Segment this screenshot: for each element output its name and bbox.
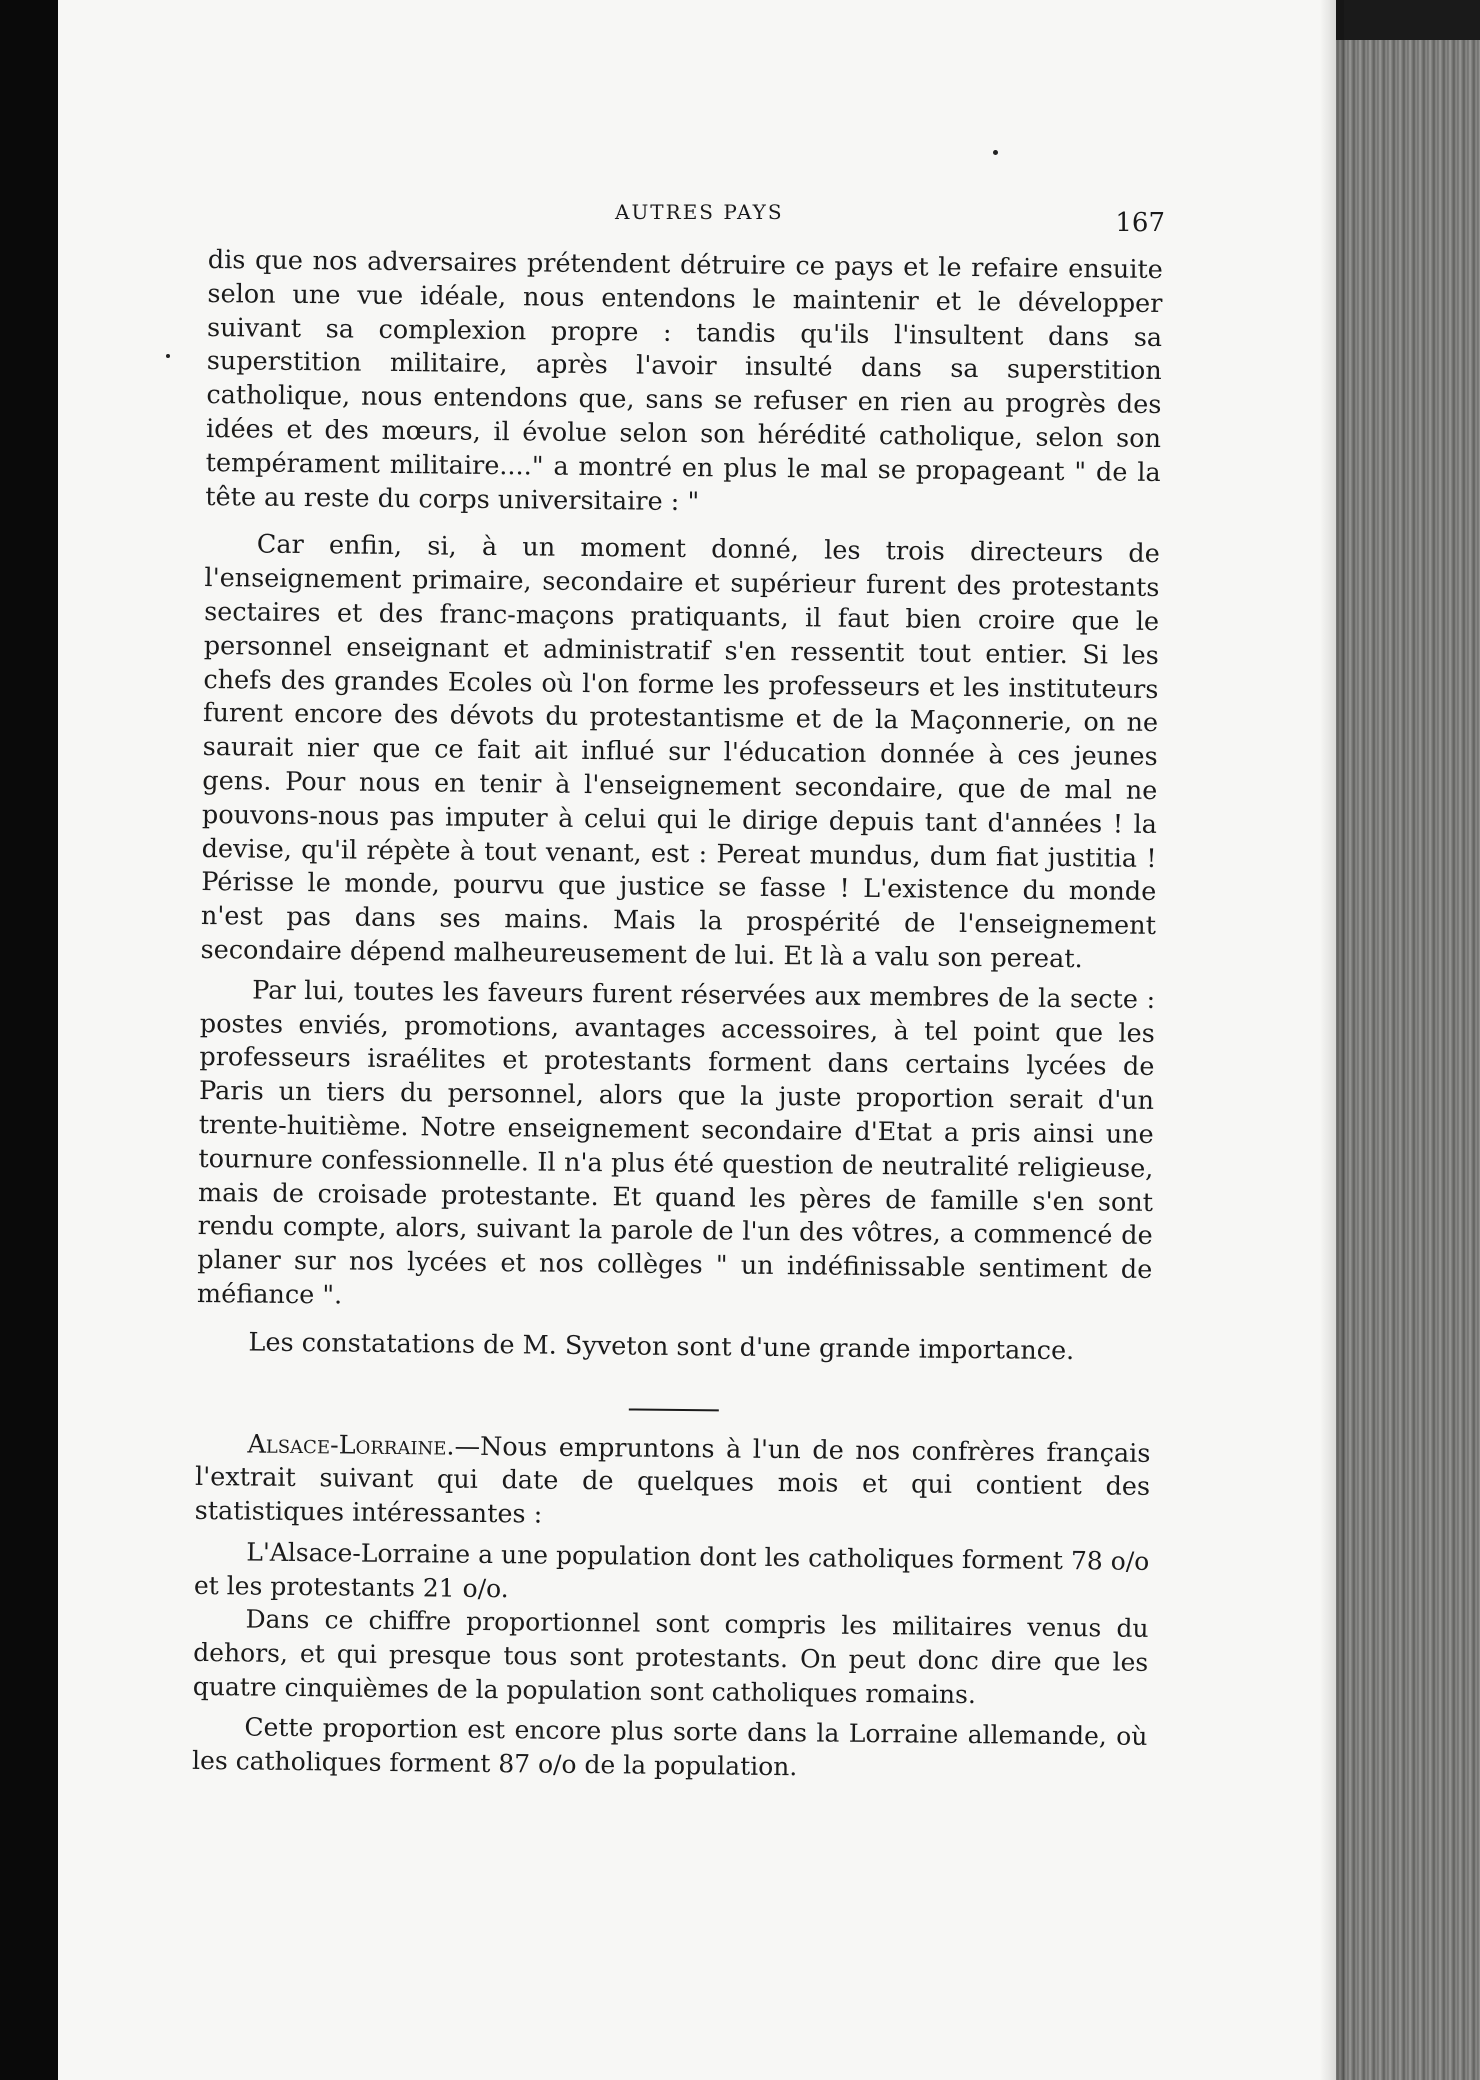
scan-left-border <box>0 0 58 2080</box>
ink-speck <box>166 354 170 358</box>
page-header <box>210 192 1165 242</box>
section-divider <box>628 1408 718 1411</box>
quoted-extract <box>192 1535 1149 1788</box>
section-heading: Alsace-Lorraine. <box>247 1428 455 1462</box>
page-number: 167 <box>1115 208 1165 238</box>
body-text <box>192 244 1163 1787</box>
paragraph-continuation: dis que nos adversaires prétendent détruire ce pays et le refaire ensuite selon une vue idéale, nous entendons le maintenir et le développer suivant sa complexion propre : tandis qu'ils l'insultent dans sa superstition militaire, après l'avoir insulté dans sa superstition catholique, nous entendons que, sans se refuser en rien au progrès des idées et des mœurs, il évolue selon son hérédité catholique, selon son tempérament militaire...." a montré en plus le mal se propageant " de la tête au reste du corps universitaire : " <box>205 244 1163 517</box>
section-alsace-lorraine <box>195 1427 1151 1538</box>
quote-paragraph: Dans ce chiffre proportionnel sont compris les militaires venus du dehors, et qui presque tous sont protestants. On peut donc dire que les quatre cinquièmes de la population sont catholiques romains. <box>192 1604 1149 1710</box>
scan-top-right-corner <box>1336 0 1480 40</box>
quote-paragraph: Cette proportion est encore plus sorte dans la Lorraine allemande, où les catholiques forment 87 o/o de la population. <box>191 1712 1148 1781</box>
section-intro: —Nous empruntons à l'un de nos confrères français l'extrait suivant qui date de quelques mois et qui contient des statistiques intéressantes : <box>194 1431 1151 1530</box>
paragraph-constatations: Les constatations de M. Syveton sont d'une grande importance. <box>248 1327 1075 1366</box>
paragraph-faveurs: Par lui, toutes les faveurs furent réservées aux membres de la secte : postes enviés, promotions, avantages accessoires, à tel point que les professeurs israélites et protestants forment dans certains lycées de Paris un tiers du personnel, alors que la juste proportion serait d'un trente-huitième. Notre enseignement secondaire d'Etat a pris ainsi une tournure confessionnelle. Il n'a plus été question de neutralité religieuse, mais de croisade protestante. Et quand les pères de famille s'en sont rendu compte, alors, suivant la parole de l'un des vôtres, a commencé de planer sur nos lycées et nos collèges " un indéfinissable sentiment de méfiance ". <box>196 975 1156 1311</box>
paragraph-quote-syveton: Car enfin, si, à un moment donné, les trois directeurs de l'enseignement primaire, secondaire et supérieur furent des protestants sectaires et des franc-maçons pratiquants, il faut bien croire que le personnel enseignant et administratif s'en ressentit tout entier. Si les chefs des grandes Ecoles où l'on forme les professeurs et les instituteurs furent encore des dévots du protestantisme et de la Maçonnerie, on ne saurait nier que ce fait ait influé sur l'éducation donnée à ces jeunes gens. Pour nous en tenir à l'enseignement secondaire, que de mal ne pouvons-nous pas imputer à celui qui le dirige depuis tant d'années ! la devise, qu'il répète à tout venant, est : Pereat mundus, dum fiat justitia ! Périsse le monde, pourvu que justice se fasse ! L'existence du monde n'est pas dans ses mains. Mais la prospérité de l'enseignement secondaire dépend malheureusement de lui. Et là a valu son pereat. <box>200 529 1160 975</box>
page-gutter-shadow <box>1320 0 1344 2080</box>
running-head: AUTRES PAYS <box>615 200 784 224</box>
quote-paragraph: L'Alsace-Lorraine a une population dont les catholiques forment 78 o/o et les protestants 21 o/o. <box>193 1537 1150 1603</box>
book-fore-edge <box>1336 40 1480 2080</box>
ink-speck <box>993 150 998 155</box>
